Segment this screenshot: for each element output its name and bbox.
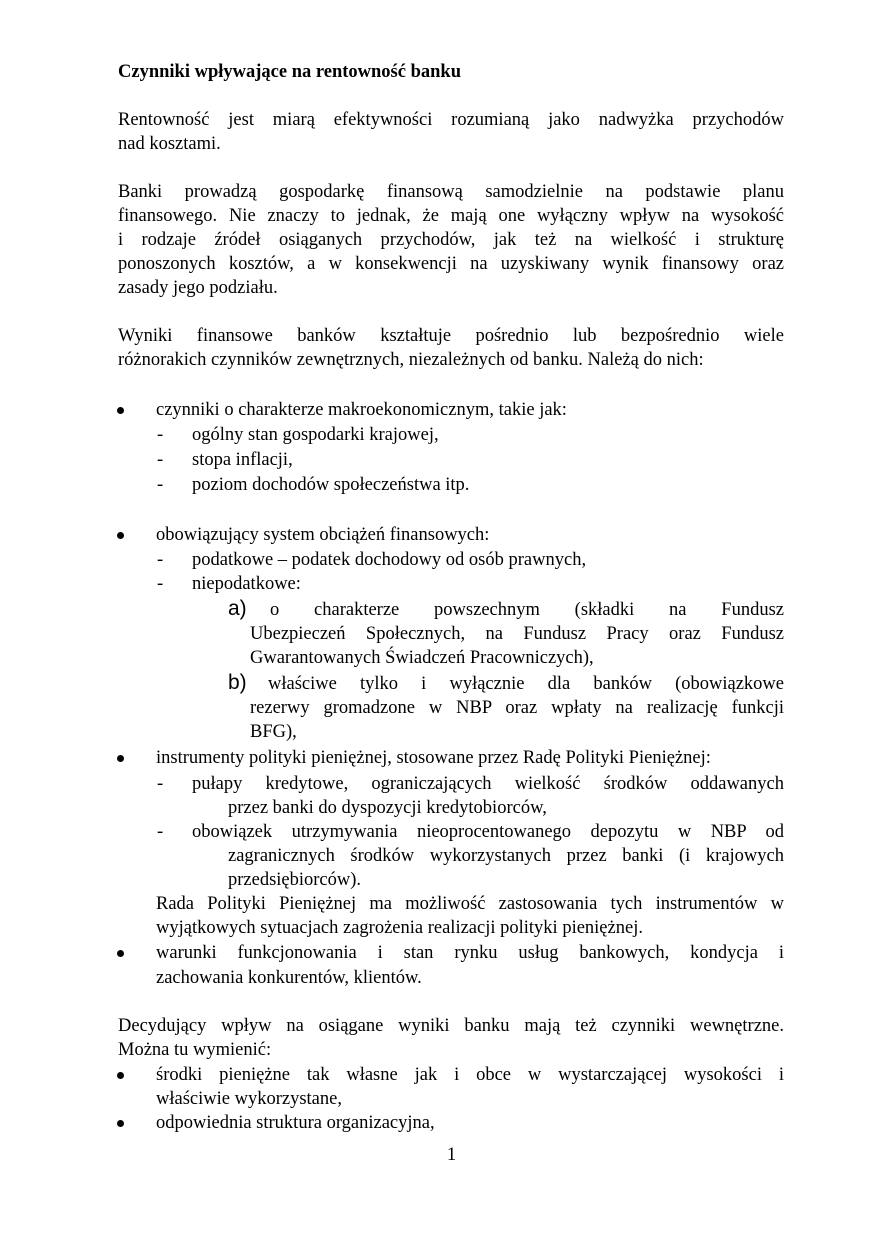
paragraph-line: finansowego. Nie znaczy to jednak, że mają one wyłączny wpływ na wysokość [118, 206, 784, 226]
sub-sub-item: o charakterze powszechnym (składki na Fundusz [270, 600, 784, 620]
paragraph-line: i rodzaje źródeł osiąganych przychodów, jak też na wielkość i strukturę [118, 230, 784, 250]
sub-sub-item: właściwe tylko i wyłącznie dla banków (obowiązkowe [268, 674, 784, 694]
sub-item: przedsiębiorców). [228, 870, 362, 890]
dash-icon: - [157, 450, 164, 470]
sub-item: pułapy kredytowe, ograniczających wielkość środków oddawanych [192, 774, 784, 794]
bullet-item-label: środki pieniężne tak własne jak i obce w wystarczającej wysokości i [156, 1065, 784, 1085]
bullet-item-label: instrumenty polityki pieniężnej, stosowane przez Radę Polityki Pieniężnej: [156, 748, 711, 768]
sub-sub-item: Ubezpieczeń Społecznych, na Fundusz Pracy oraz Fundusz [250, 624, 784, 644]
paragraph-line: Rada Polityki Pieniężnej ma możliwość zastosowania tych instrumentów w [156, 894, 784, 914]
sub-sub-item: Gwarantowanych Świadczeń Pracowniczych), [250, 648, 594, 668]
bullet-item-label: zachowania konkurentów, klientów. [156, 968, 422, 988]
dash-icon: - [157, 822, 164, 842]
dash-icon: - [157, 425, 164, 445]
paragraph-line: Wyniki finansowe banków kształtuje pośrednio lub bezpośrednio wiele [118, 326, 784, 346]
sub-item: podatkowe – podatek dochodowy od osób prawnych, [192, 550, 587, 570]
bullet-item-label: czynniki o charakterze makroekonomicznym, takie jak: [156, 400, 567, 420]
paragraph-line: ponoszonych kosztów, a w konsekwencji na uzyskiwany wynik finansowy oraz [118, 254, 784, 274]
bullet-item-label: odpowiednia struktura organizacyjna, [156, 1113, 435, 1133]
page-number: 1 [446, 1145, 457, 1165]
paragraph-line: nad kosztami. [118, 134, 221, 154]
bullet-item-label: obowiązujący system obciążeń finansowych: [156, 525, 490, 545]
bullet-item-label: właściwie wykorzystane, [156, 1089, 342, 1109]
sub-item: przez banki do dyspozycji kredytobiorców, [228, 798, 547, 818]
sub-item: stopa inflacji, [192, 450, 293, 470]
paragraph-line: Można tu wymienić: [118, 1040, 272, 1060]
bullet-icon [117, 950, 124, 957]
bullet-icon [117, 755, 124, 762]
sub-sub-item: BFG), [250, 722, 297, 742]
sub-item: ogólny stan gospodarki krajowej, [192, 425, 439, 445]
sub-sub-item: rezerwy gromadzone w NBP oraz wpłaty na realizację funkcji [250, 698, 784, 718]
dash-icon: - [157, 550, 164, 570]
sub-item: obowiązek utrzymywania nieoprocentowanego depozytu w NBP od [192, 822, 784, 842]
list-marker-b: b) [228, 671, 247, 694]
document-title: Czynniki wpływające na rentowność banku [118, 62, 461, 82]
dash-icon: - [157, 475, 164, 495]
list-marker-a: a) [228, 597, 247, 620]
paragraph-line: zasady jego podziału. [118, 278, 278, 298]
dash-icon: - [157, 774, 164, 794]
bullet-item-label: warunki funkcjonowania i stan rynku usług bankowych, kondycja i [156, 943, 784, 963]
sub-item: zagranicznych środków wykorzystanych przez banki (i krajowych [228, 846, 784, 866]
bullet-icon [117, 532, 124, 539]
paragraph-line: Rentowność jest miarą efektywności rozumianą jako nadwyżka przychodów [118, 110, 784, 130]
paragraph-line: różnorakich czynników zewnętrznych, niezależnych od banku. Należą do nich: [118, 350, 704, 370]
paragraph-line: Decydujący wpływ na osiągane wyniki banku mają też czynniki wewnętrzne. [118, 1016, 784, 1036]
paragraph-line: wyjątkowych sytuacjach zagrożenia realizacji polityki pieniężnej. [156, 918, 643, 938]
bullet-icon [117, 1120, 124, 1127]
paragraph-line: Banki prowadzą gospodarkę finansową samodzielnie na podstawie planu [118, 182, 784, 202]
sub-item: niepodatkowe: [192, 574, 301, 594]
bullet-icon [117, 1072, 124, 1079]
bullet-icon [117, 407, 124, 414]
dash-icon: - [157, 574, 164, 594]
sub-item: poziom dochodów społeczeństwa itp. [192, 475, 470, 495]
